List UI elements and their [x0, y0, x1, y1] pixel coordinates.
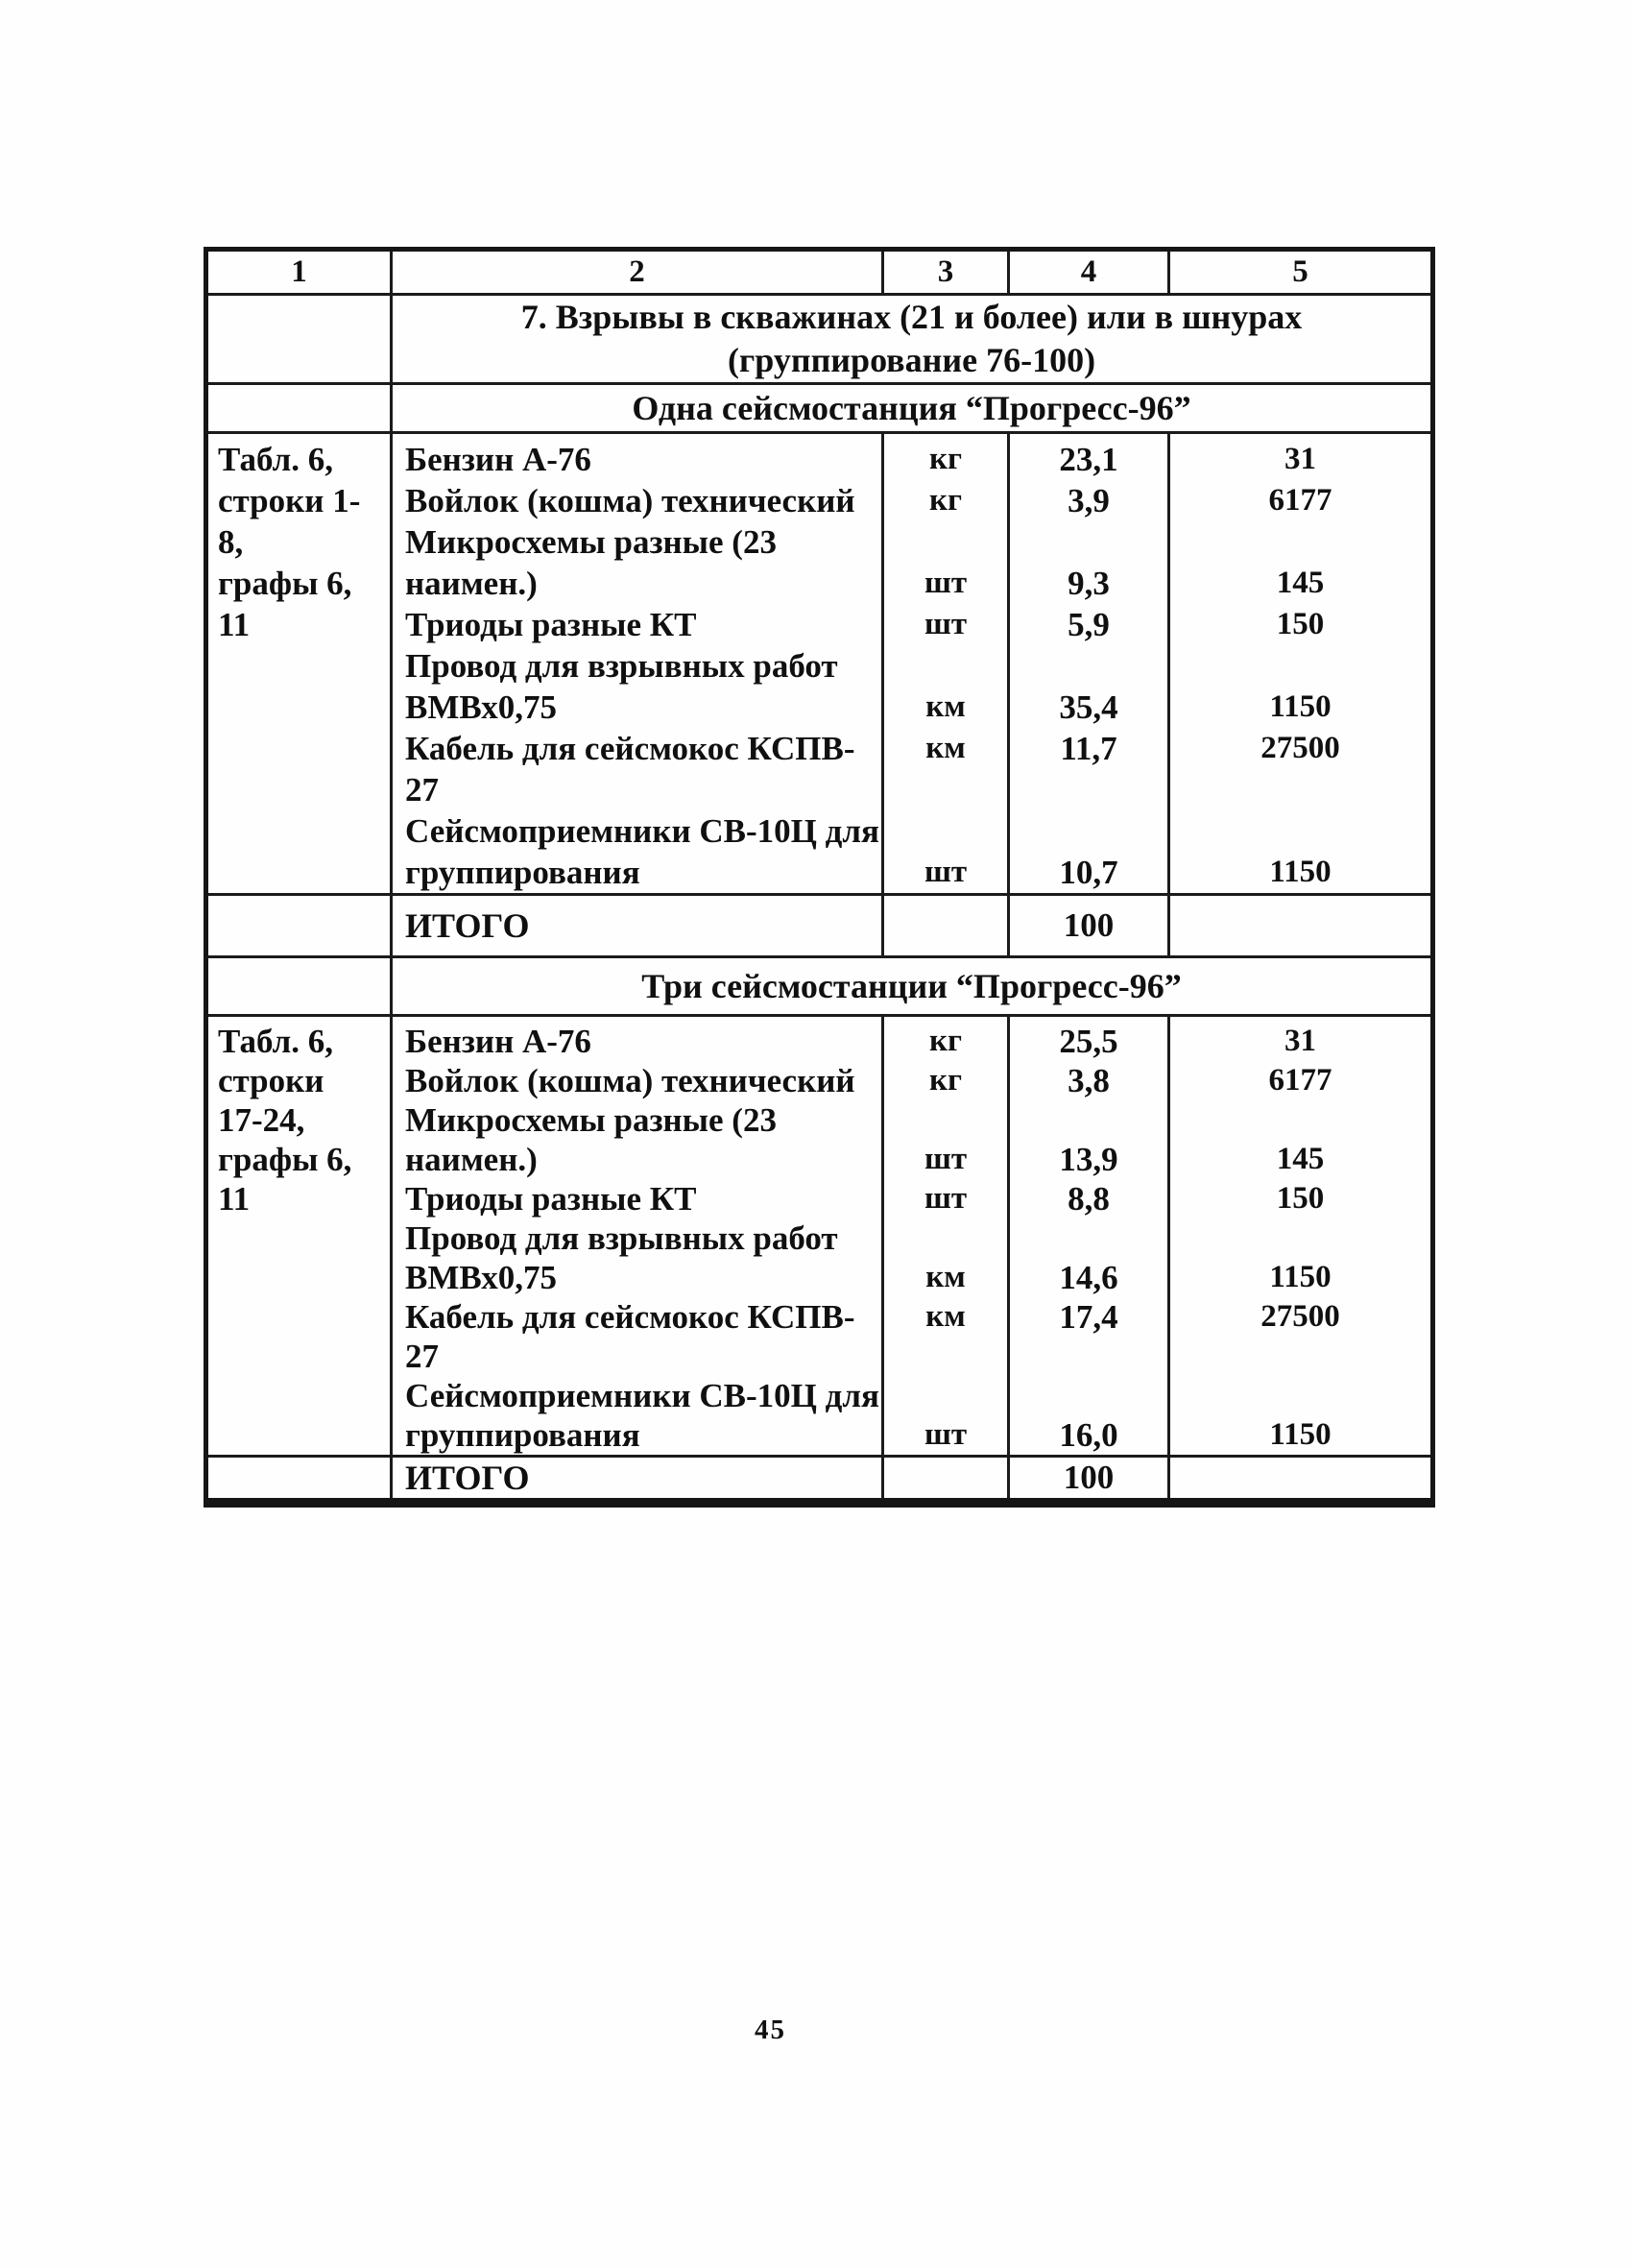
empty-cell [206, 1457, 392, 1504]
unit-line [884, 1100, 1007, 1140]
source-ref-cell [206, 1016, 392, 1457]
unit-line: шт [924, 566, 968, 600]
norm-line [1170, 1376, 1430, 1415]
column-header: 3 [883, 250, 1009, 295]
item-name-line: 27 [405, 1338, 439, 1375]
section-title-line2: (группирование 76-100) [727, 341, 1096, 379]
value-line [1010, 1218, 1167, 1258]
value-line: 25,5 [1059, 1023, 1118, 1060]
norm-line: 1150 [1269, 1260, 1332, 1294]
norm-line: 31 [1284, 1024, 1316, 1058]
value-line [1010, 521, 1167, 563]
unit-line: шт [924, 1181, 968, 1216]
norms-cell [1169, 433, 1433, 895]
norms-cell [1169, 1016, 1433, 1457]
source-ref-line: строки [218, 1062, 324, 1099]
empty-cell [206, 957, 392, 1016]
item-name-line: Триоды разные КТ [405, 606, 697, 643]
item-name-line: Микросхемы разные (23 [405, 1101, 777, 1139]
units-cell [883, 433, 1009, 895]
item-name-line: наимен.) [405, 565, 538, 602]
section-title [392, 295, 1433, 384]
item-name-line: Войлок (кошма) технический [405, 482, 855, 519]
norm-line: 150 [1276, 607, 1325, 641]
unit-line: шт [924, 1417, 968, 1452]
item-names-cell [392, 433, 883, 895]
norm-line: 6177 [1268, 1063, 1332, 1098]
value-line [1010, 810, 1167, 852]
item-name-line: ВМВх0,75 [405, 1259, 558, 1296]
item-name-line: наимен.) [405, 1141, 538, 1178]
norm-line: 1150 [1269, 855, 1332, 889]
item-names-cell [392, 1016, 883, 1457]
total-row [206, 895, 1433, 957]
empty-cell [883, 1457, 1009, 1504]
unit-line: км [925, 1299, 966, 1334]
unit-line: кг [929, 1063, 962, 1098]
value-line: 11,7 [1060, 730, 1117, 767]
empty-cell [206, 295, 392, 384]
norm-line: 145 [1276, 1142, 1325, 1176]
unit-line [884, 1376, 1007, 1415]
source-ref-line: Табл. 6, [218, 1023, 333, 1060]
value-line: 9,3 [1068, 565, 1110, 602]
item-name-line: Провод для взрывных работ [405, 1219, 838, 1257]
unit-line: шт [924, 855, 968, 889]
materials-table [204, 247, 1435, 1508]
value-line [1010, 645, 1167, 687]
source-ref-line: графы 6, [218, 565, 352, 602]
unit-line: кг [929, 442, 962, 476]
value-line: 23,1 [1059, 441, 1118, 478]
item-name-line: Кабель для сейсмокос КСПВ- [405, 730, 855, 767]
norm-line: 6177 [1268, 483, 1332, 518]
item-name-line: Микросхемы разные (23 [405, 523, 777, 561]
value-line: 3,8 [1068, 1062, 1110, 1099]
norm-line [1170, 645, 1430, 687]
value-line: 10,7 [1059, 854, 1118, 891]
page-number: 45 [755, 2015, 786, 2045]
total-label: ИТОГО [392, 1457, 883, 1504]
unit-line [884, 645, 1007, 687]
subsection-title: Одна сейсмостанция “Прогресс-96” [392, 384, 1433, 433]
norm-line [1170, 810, 1430, 852]
empty-cell [206, 384, 392, 433]
section-title-row [206, 295, 1433, 384]
unit-line: км [925, 689, 966, 724]
norm-line: 1150 [1269, 689, 1332, 724]
subsection-row [206, 957, 1433, 1016]
value-line: 14,6 [1059, 1259, 1118, 1296]
item-name-line: 27 [405, 771, 439, 808]
unit-line: кг [929, 1024, 962, 1058]
value-line [1010, 1337, 1167, 1376]
source-ref-line: 11 [218, 606, 251, 643]
norm-line [1170, 769, 1430, 810]
value-line [1010, 1100, 1167, 1140]
source-ref-line: 8, [218, 523, 244, 561]
norm-line: 145 [1276, 566, 1325, 600]
item-name-line: группирования [405, 1416, 640, 1454]
unit-line [884, 810, 1007, 852]
norm-line [1170, 1337, 1430, 1376]
unit-line [884, 521, 1007, 563]
norm-line: 31 [1284, 442, 1316, 476]
unit-line: кг [929, 483, 962, 518]
item-name-line: Бензин А-76 [405, 441, 591, 478]
unit-line: шт [924, 1142, 968, 1176]
values-cell [1009, 1016, 1169, 1457]
item-name-line: Сейсмоприемники СВ-10Ц для [405, 812, 879, 850]
item-name-line: Провод для взрывных работ [405, 647, 838, 685]
unit-line: км [925, 731, 966, 765]
total-value: 100 [1009, 1457, 1169, 1504]
total-row [206, 1457, 1433, 1504]
column-header: 4 [1009, 250, 1169, 295]
empty-cell [1169, 1457, 1433, 1504]
section-title-line1: 7. Взрывы в скважинах (21 и более) или в шнурах [520, 298, 1303, 336]
norm-line [1170, 1218, 1430, 1258]
empty-cell [1169, 895, 1433, 957]
item-name-line: группирования [405, 854, 640, 891]
norm-line [1170, 521, 1430, 563]
unit-line: шт [924, 607, 968, 641]
subsection-row [206, 384, 1433, 433]
source-ref-line: строки 1- [218, 482, 361, 519]
item-name-line: Сейсмоприемники СВ-10Ц для [405, 1377, 879, 1414]
source-ref-line: Табл. 6, [218, 441, 333, 478]
norm-line [1170, 1100, 1430, 1140]
value-line: 3,9 [1068, 482, 1110, 519]
total-value: 100 [1009, 895, 1169, 957]
value-line: 16,0 [1059, 1416, 1118, 1454]
data-block [206, 433, 1433, 895]
subsection-title: Три сейсмостанции “Прогресс-96” [392, 957, 1433, 1016]
item-name-line: Войлок (кошма) технический [405, 1062, 855, 1099]
value-line: 8,8 [1068, 1180, 1110, 1218]
item-name-line: Кабель для сейсмокос КСПВ- [405, 1298, 855, 1336]
total-label: ИТОГО [392, 895, 883, 957]
source-ref-cell [206, 433, 392, 895]
empty-cell [206, 895, 392, 957]
column-header: 5 [1169, 250, 1433, 295]
value-line: 35,4 [1059, 688, 1118, 726]
column-header: 1 [206, 250, 392, 295]
data-block [206, 1016, 1433, 1457]
source-ref-line: графы 6, [218, 1141, 352, 1178]
value-line [1010, 1376, 1167, 1415]
norm-line: 1150 [1269, 1417, 1332, 1452]
column-header: 2 [392, 250, 883, 295]
item-name-line: Бензин А-76 [405, 1023, 591, 1060]
empty-cell [883, 895, 1009, 957]
table-header-row [206, 250, 1433, 295]
source-ref-line: 11 [218, 1180, 251, 1218]
values-cell [1009, 433, 1169, 895]
unit-line [884, 1337, 1007, 1376]
item-name-line: Триоды разные КТ [405, 1180, 697, 1218]
value-line: 5,9 [1068, 606, 1110, 643]
norm-line: 27500 [1260, 1299, 1340, 1334]
norm-line: 150 [1276, 1181, 1325, 1216]
value-line [1010, 769, 1167, 810]
unit-line [884, 769, 1007, 810]
item-name-line: ВМВх0,75 [405, 688, 558, 726]
norm-line: 27500 [1260, 731, 1340, 765]
value-line: 13,9 [1059, 1141, 1118, 1178]
units-cell [883, 1016, 1009, 1457]
source-ref-line: 17-24, [218, 1101, 305, 1139]
value-line: 17,4 [1059, 1298, 1118, 1336]
unit-line: км [925, 1260, 966, 1294]
unit-line [884, 1218, 1007, 1258]
